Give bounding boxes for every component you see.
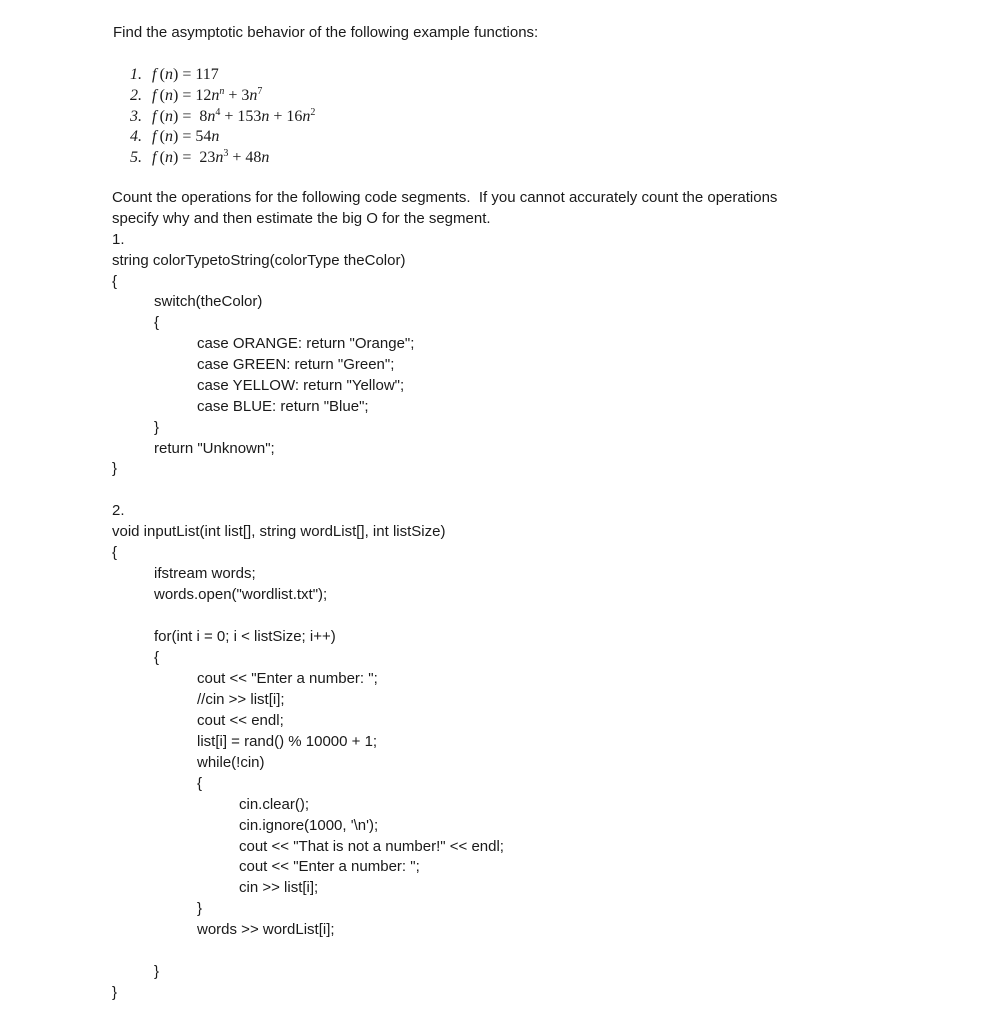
function-number: 5. <box>130 149 142 166</box>
function-rhs: = 117 <box>182 66 219 83</box>
code-line: { <box>112 273 118 290</box>
function-item <box>130 108 315 126</box>
code-line: } <box>112 460 118 477</box>
code-line: words >> wordList[i]; <box>197 921 335 938</box>
code-line: cout << "Enter a number: "; <box>197 670 378 687</box>
function-rhs: = $23n^3 + 48n$ <box>182 148 270 166</box>
function-lhs: f (n) <box>152 66 183 83</box>
function-rhs: = $8n^4 + 153n + 16n^2$ <box>182 107 316 125</box>
segment-number: 1. <box>112 231 125 248</box>
code-line: } <box>112 984 118 1001</box>
code-line: words.open("wordlist.txt"); <box>154 586 328 603</box>
code-line: list[i] = rand() % 10000 + 1; <box>197 733 378 750</box>
code-line: cin >> list[i]; <box>239 879 319 896</box>
function-item <box>130 128 219 146</box>
code-line: case YELLOW: return "Yellow"; <box>197 377 405 394</box>
code-line: case BLUE: return "Blue"; <box>197 398 369 415</box>
code-line: return "Unknown"; <box>154 440 275 457</box>
code-line: { <box>154 314 160 331</box>
function-lhs: f (n) <box>152 108 183 125</box>
code-line: void inputList(int list[], string wordList[], int listSize) <box>112 523 446 540</box>
count-instructions-line2: specify why and then estimate the big O for the segment. <box>112 210 491 227</box>
code-line: { <box>112 544 118 561</box>
function-item <box>130 149 269 167</box>
code-line: for(int i = 0; i < listSize; i++) <box>154 628 336 645</box>
function-lhs: f (n) <box>152 87 183 104</box>
code-line: switch(theColor) <box>154 293 263 310</box>
code-line: //cin >> list[i]; <box>197 691 285 708</box>
code-line: case ORANGE: return "Orange"; <box>197 335 415 352</box>
code-line: while(!cin) <box>197 754 265 771</box>
code-line: } <box>154 419 160 436</box>
count-instructions-line1: Count the operations for the following code segments. If you cannot accurately count the operations <box>112 189 778 206</box>
function-item <box>130 66 219 84</box>
intro-text: Find the asymptotic behavior of the following example functions: <box>113 24 539 41</box>
code-line: cout << "Enter a number: "; <box>239 858 420 875</box>
function-rhs: = 54n <box>182 128 220 145</box>
code-line: { <box>154 649 160 666</box>
code-line: } <box>154 963 160 980</box>
segment-number: 2. <box>112 502 125 519</box>
function-item <box>130 87 262 105</box>
code-line: } <box>197 900 203 917</box>
code-line: cout << "That is not a number!" << endl; <box>239 838 504 855</box>
function-number: 2. <box>130 87 142 104</box>
function-lhs: f (n) <box>152 128 183 145</box>
code-line: string colorTypetoString(colorType theColor) <box>112 252 406 269</box>
function-lhs: f (n) <box>152 149 183 166</box>
code-line: ifstream words; <box>154 565 256 582</box>
function-number: 4. <box>130 128 142 145</box>
code-line: case GREEN: return "Green"; <box>197 356 395 373</box>
function-number: 1. <box>130 66 142 83</box>
function-number: 3. <box>130 108 142 125</box>
code-line: cin.clear(); <box>239 796 310 813</box>
code-line: cout << endl; <box>197 712 284 729</box>
code-line: cin.ignore(1000, '\n'); <box>239 817 379 834</box>
code-line: { <box>197 775 203 792</box>
function-rhs: = $12n^n + 3n^7$ <box>182 86 263 104</box>
